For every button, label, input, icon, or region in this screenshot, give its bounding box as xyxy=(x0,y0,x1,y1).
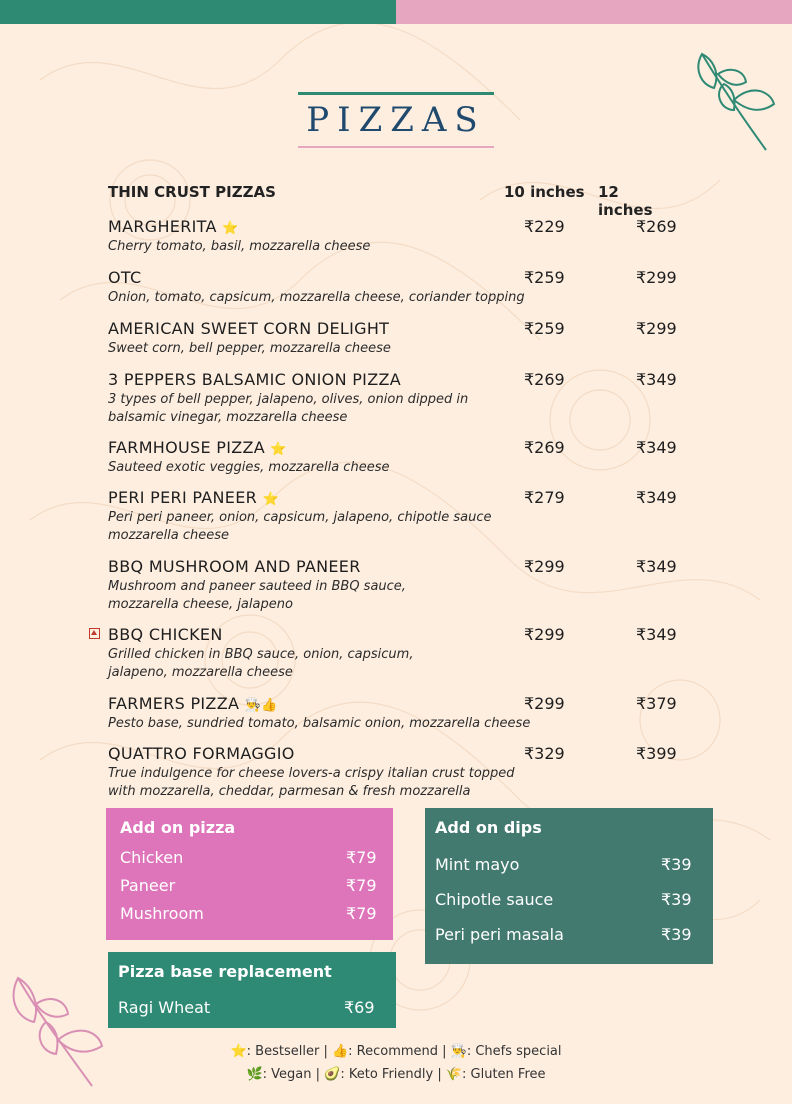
item-name: AMERICAN SWEET CORN DELIGHT xyxy=(108,319,390,338)
price-12: ₹349 xyxy=(636,625,677,644)
item-description: Sweet corn, bell pepper, mozzarella cheese xyxy=(108,341,391,356)
size-12-header: 12 inches xyxy=(598,183,653,219)
price-10: ₹269 xyxy=(524,370,565,389)
top-bar-teal xyxy=(0,0,396,24)
price-12: ₹349 xyxy=(636,557,677,576)
price-10: ₹229 xyxy=(524,217,565,236)
item-name: BBQ MUSHROOM AND PANEER xyxy=(108,557,361,576)
price-12: ₹379 xyxy=(636,694,677,713)
price-10: ₹299 xyxy=(524,625,565,644)
base-price: ₹69 xyxy=(344,998,375,1017)
price-10: ₹329 xyxy=(524,744,565,763)
item-description: Mushroom and paneer sauteed in BBQ sauce, xyxy=(108,579,406,594)
legend-line-2: 🌿: Vegan | 🥑: Keto Friendly | 🌾: Gluten Free xyxy=(246,1067,546,1082)
item-name: QUATTRO FORMAGGIO xyxy=(108,744,295,763)
item-name: BBQ CHICKEN xyxy=(108,625,223,644)
item-description-line2: mozzarella cheese xyxy=(108,528,230,543)
addon-price: ₹79 xyxy=(346,876,377,895)
star-icon: ⭐ xyxy=(270,442,287,457)
item-name: 3 PEPPERS BALSAMIC ONION PIZZA xyxy=(108,370,401,389)
item-description: Grilled chicken in BBQ sauce, onion, capsicum, xyxy=(108,647,414,662)
addon-price: ₹79 xyxy=(346,848,377,867)
item-description-line2: with mozzarella, cheddar, parmesan & fresh mozzarella xyxy=(108,784,471,799)
item-description: Cherry tomato, basil, mozzarella cheese xyxy=(108,239,371,254)
dip-label: Peri peri masala xyxy=(435,925,564,944)
price-12: ₹399 xyxy=(636,744,677,763)
chef-icon: 👨‍🍳👍 xyxy=(244,698,278,713)
title-rule-top xyxy=(298,92,494,95)
price-12: ₹349 xyxy=(636,438,677,457)
title-block xyxy=(298,92,494,148)
item-description: Sauteed exotic veggies, mozzarella cheese xyxy=(108,460,390,475)
non-veg-icon xyxy=(89,628,100,639)
dip-price: ₹39 xyxy=(661,890,692,909)
addon-label: Paneer xyxy=(120,876,176,895)
item-name: PERI PERI PANEER xyxy=(108,488,258,507)
star-icon: ⭐ xyxy=(222,221,239,236)
price-12: ₹299 xyxy=(636,268,677,287)
price-10: ₹299 xyxy=(524,557,565,576)
price-10: ₹299 xyxy=(524,694,565,713)
item-description: True indulgence for cheese lovers-a crispy italian crust topped xyxy=(108,766,515,781)
leaf-sprig-icon xyxy=(690,44,780,154)
size-10-header: 10 inches xyxy=(504,183,585,201)
item-name: FARMHOUSE PIZZA xyxy=(108,438,266,457)
addon-price: ₹79 xyxy=(346,904,377,923)
price-10: ₹269 xyxy=(524,438,565,457)
addon-label: Chicken xyxy=(120,848,184,867)
item-description-line2: balsamic vinegar, mozzarella cheese xyxy=(108,410,348,425)
base-replacement-box xyxy=(108,952,396,1028)
dip-label: Mint mayo xyxy=(435,855,520,874)
base-label: Ragi Wheat xyxy=(118,998,211,1017)
price-12: ₹299 xyxy=(636,319,677,338)
star-icon: ⭐ xyxy=(262,492,279,507)
title-rule-bottom xyxy=(298,146,494,148)
item-description: Peri peri paneer, onion, capsicum, jalapeno, chipotle sauce xyxy=(108,510,492,525)
price-12: ₹349 xyxy=(636,370,677,389)
price-10: ₹259 xyxy=(524,268,565,287)
addon-label: Mushroom xyxy=(120,904,204,923)
addon-dips-title: Add on dips xyxy=(435,818,542,837)
item-description-line2: mozzarella cheese, jalapeno xyxy=(108,597,293,612)
base-title: Pizza base replacement xyxy=(118,962,332,981)
dip-price: ₹39 xyxy=(661,925,692,944)
legend-line-1: ⭐: Bestseller | 👍: Recommend | 👨‍🍳: Chefs special xyxy=(230,1044,562,1059)
price-10: ₹279 xyxy=(524,488,565,507)
item-name: FARMERS PIZZA xyxy=(108,694,240,713)
addon-pizza-box xyxy=(106,808,393,940)
dip-label: Chipotle sauce xyxy=(435,890,554,909)
section-title: THIN CRUST PIZZAS xyxy=(108,183,276,201)
section-header xyxy=(108,183,678,219)
price-10: ₹259 xyxy=(524,319,565,338)
item-description: Pesto base, sundried tomato, balsamic onion, mozzarella cheese xyxy=(108,716,531,731)
item-description: 3 types of bell pepper, jalapeno, olives, onion dipped in xyxy=(108,392,469,407)
price-12: ₹349 xyxy=(636,488,677,507)
item-description: Onion, tomato, capsicum, mozzarella cheese, coriander topping xyxy=(108,290,525,305)
addon-pizza-title: Add on pizza xyxy=(120,818,236,837)
page-title: PIZZAS xyxy=(306,100,486,140)
top-bar-pink xyxy=(396,0,792,24)
item-name: MARGHERITA xyxy=(108,217,217,236)
item-description-line2: jalapeno, mozzarella cheese xyxy=(108,665,293,680)
item-name: OTC xyxy=(108,268,142,287)
addon-dips-box xyxy=(425,808,713,964)
dip-price: ₹39 xyxy=(661,855,692,874)
price-12: ₹269 xyxy=(636,217,677,236)
